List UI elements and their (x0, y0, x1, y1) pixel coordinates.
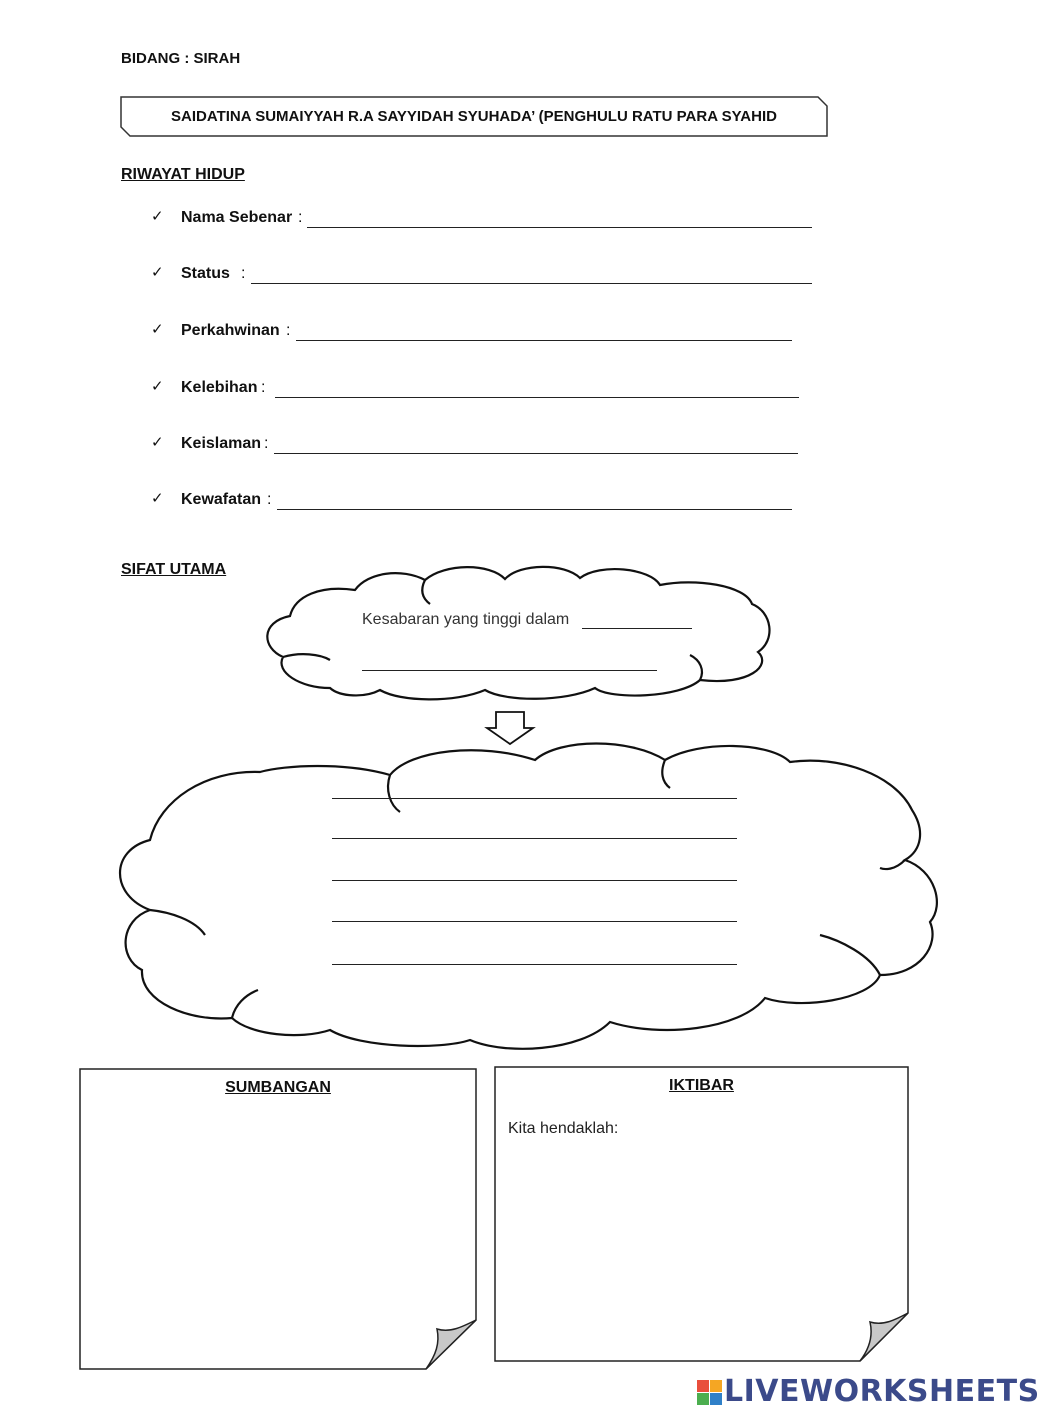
field-colon: : (241, 265, 246, 282)
liveworksheets-watermark: LIVEWORKSHEETS (724, 1374, 1040, 1409)
field-label-nama-sebenar: Nama Sebenar (181, 209, 293, 226)
check-icon: ✓ (151, 489, 164, 507)
riwayat-heading: RIWAYAT HIDUP (121, 166, 245, 183)
iktibar-prompt: Kita hendaklah: (508, 1120, 619, 1137)
iktibar-answer-area[interactable] (505, 1145, 895, 1345)
field-colon: : (267, 491, 272, 508)
field-colon: : (261, 379, 266, 396)
sumbangan-answer-area[interactable] (84, 1105, 464, 1355)
field-label-kewafatan: Kewafatan (181, 491, 262, 508)
subject-label: BIDANG : SIRAH (121, 50, 241, 67)
check-icon: ✓ (151, 263, 164, 281)
field-label-keislaman: Keislaman (181, 435, 262, 452)
check-icon: ✓ (151, 207, 164, 225)
field-label-perkahwinan: Perkahwinan (181, 322, 280, 339)
field-colon: : (264, 435, 269, 452)
check-icon: ✓ (151, 377, 164, 395)
field-colon: : (298, 209, 303, 226)
sifat-heading: SIFAT UTAMA (121, 561, 227, 578)
page-title: SAIDATINA SUMAIYYAH R.A SAYYIDAH SYUHADA’ (PENGHULU RATU PARA SYAHID (171, 108, 777, 125)
field-label-status: Status (181, 265, 230, 282)
check-icon: ✓ (151, 320, 164, 338)
liveworksheets-logo-icon (697, 1380, 723, 1406)
sumbangan-title: SUMBANGAN (225, 1079, 331, 1096)
field-label-kelebihan: Kelebihan (181, 379, 258, 396)
field-colon: : (286, 322, 291, 339)
check-icon: ✓ (151, 433, 164, 451)
sifat-prompt: Kesabaran yang tinggi dalam (362, 611, 570, 628)
iktibar-title: IKTIBAR (669, 1077, 734, 1094)
